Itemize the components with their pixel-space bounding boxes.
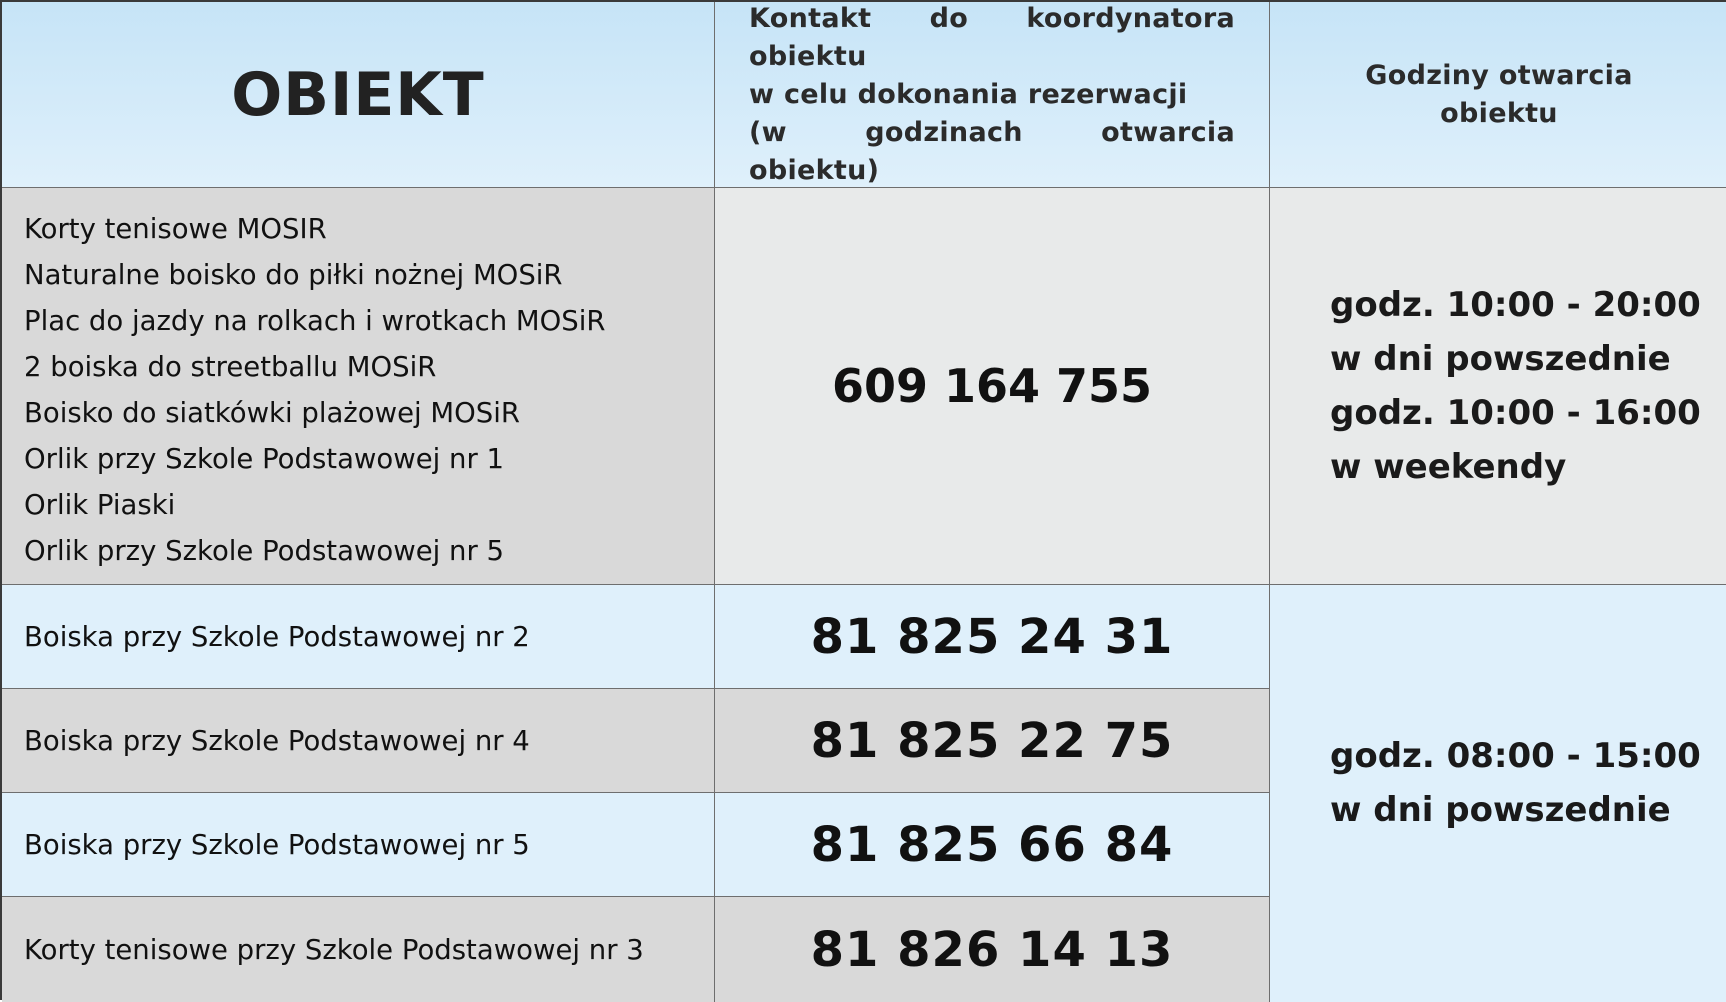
- header-obiekt-cell: [2, 2, 715, 188]
- school-phone-number: 81 825 24 31: [810, 608, 1174, 665]
- school-phone-number: 81 826 14 13: [810, 921, 1174, 978]
- object-item: Orlik Piaski: [24, 489, 176, 521]
- object-item: Naturalne boisko do piłki nożnej MOSiR: [24, 259, 563, 291]
- header-contact-line: (w godzinach otwarcia obiektu): [749, 116, 1235, 186]
- school-phone-cell: [715, 585, 1270, 689]
- object-item: Orlik przy Szkole Podstawowej nr 5: [24, 535, 505, 567]
- school-object-name: Boiska przy Szkole Podstawowej nr 4: [24, 724, 530, 757]
- school-phone-cell: [715, 689, 1270, 793]
- school-object-cell: [2, 793, 715, 897]
- header-contact-line: Kontakt do koordynatora obiektu: [749, 2, 1235, 72]
- object-item: Boisko do siatkówki plażowej MOSiR: [24, 397, 520, 429]
- object-item: Plac do jazdy na rolkach i wrotkach MOSiR: [24, 305, 606, 337]
- header-hours-line: obiektu: [1440, 97, 1558, 129]
- hours-line: godz. 10:00 - 16:00: [1330, 393, 1701, 433]
- hours-line: w dni powszednie: [1330, 339, 1671, 379]
- school-phone-cell: [715, 793, 1270, 897]
- school-object-cell: [2, 585, 715, 689]
- header-hours-cell: [1270, 2, 1726, 188]
- header-contact-cell: [715, 2, 1270, 188]
- object-item: Korty tenisowe MOSIR: [24, 213, 327, 245]
- object-item: 2 boiska do streetballu MOSiR: [24, 351, 437, 383]
- schools-hours-cell: [1270, 585, 1726, 1002]
- hours-line: godz. 08:00 - 15:00: [1330, 735, 1701, 776]
- school-object-name: Boiska przy Szkole Podstawowej nr 2: [24, 620, 530, 653]
- mosir-phone-number: 609 164 755: [831, 359, 1153, 413]
- mosir-objects-cell: [2, 188, 715, 585]
- object-item: Orlik przy Szkole Podstawowej nr 1: [24, 443, 505, 475]
- header-obiekt: OBIEKT: [231, 59, 485, 130]
- mosir-phone-cell: [715, 188, 1270, 585]
- hours-line: godz. 10:00 - 20:00: [1330, 285, 1701, 325]
- hours-line: w dni powszednie: [1330, 789, 1671, 830]
- header-contact-text: [749, 0, 1235, 190]
- school-object-cell: [2, 897, 715, 1002]
- school-object-name: Boiska przy Szkole Podstawowej nr 5: [24, 828, 530, 861]
- header-contact-line: w celu dokonania rezerwacji: [749, 78, 1188, 110]
- school-phone-cell: [715, 897, 1270, 1002]
- header-hours-line: Godziny otwarcia: [1365, 59, 1633, 91]
- school-object-name: Korty tenisowe przy Szkole Podstawowej nr 3: [24, 933, 644, 966]
- school-phone-number: 81 825 66 84: [810, 816, 1174, 873]
- hours-line: w weekendy: [1330, 447, 1567, 487]
- school-object-cell: [2, 689, 715, 793]
- school-phone-number: 81 825 22 75: [810, 712, 1174, 769]
- mosir-hours-cell: [1270, 188, 1726, 585]
